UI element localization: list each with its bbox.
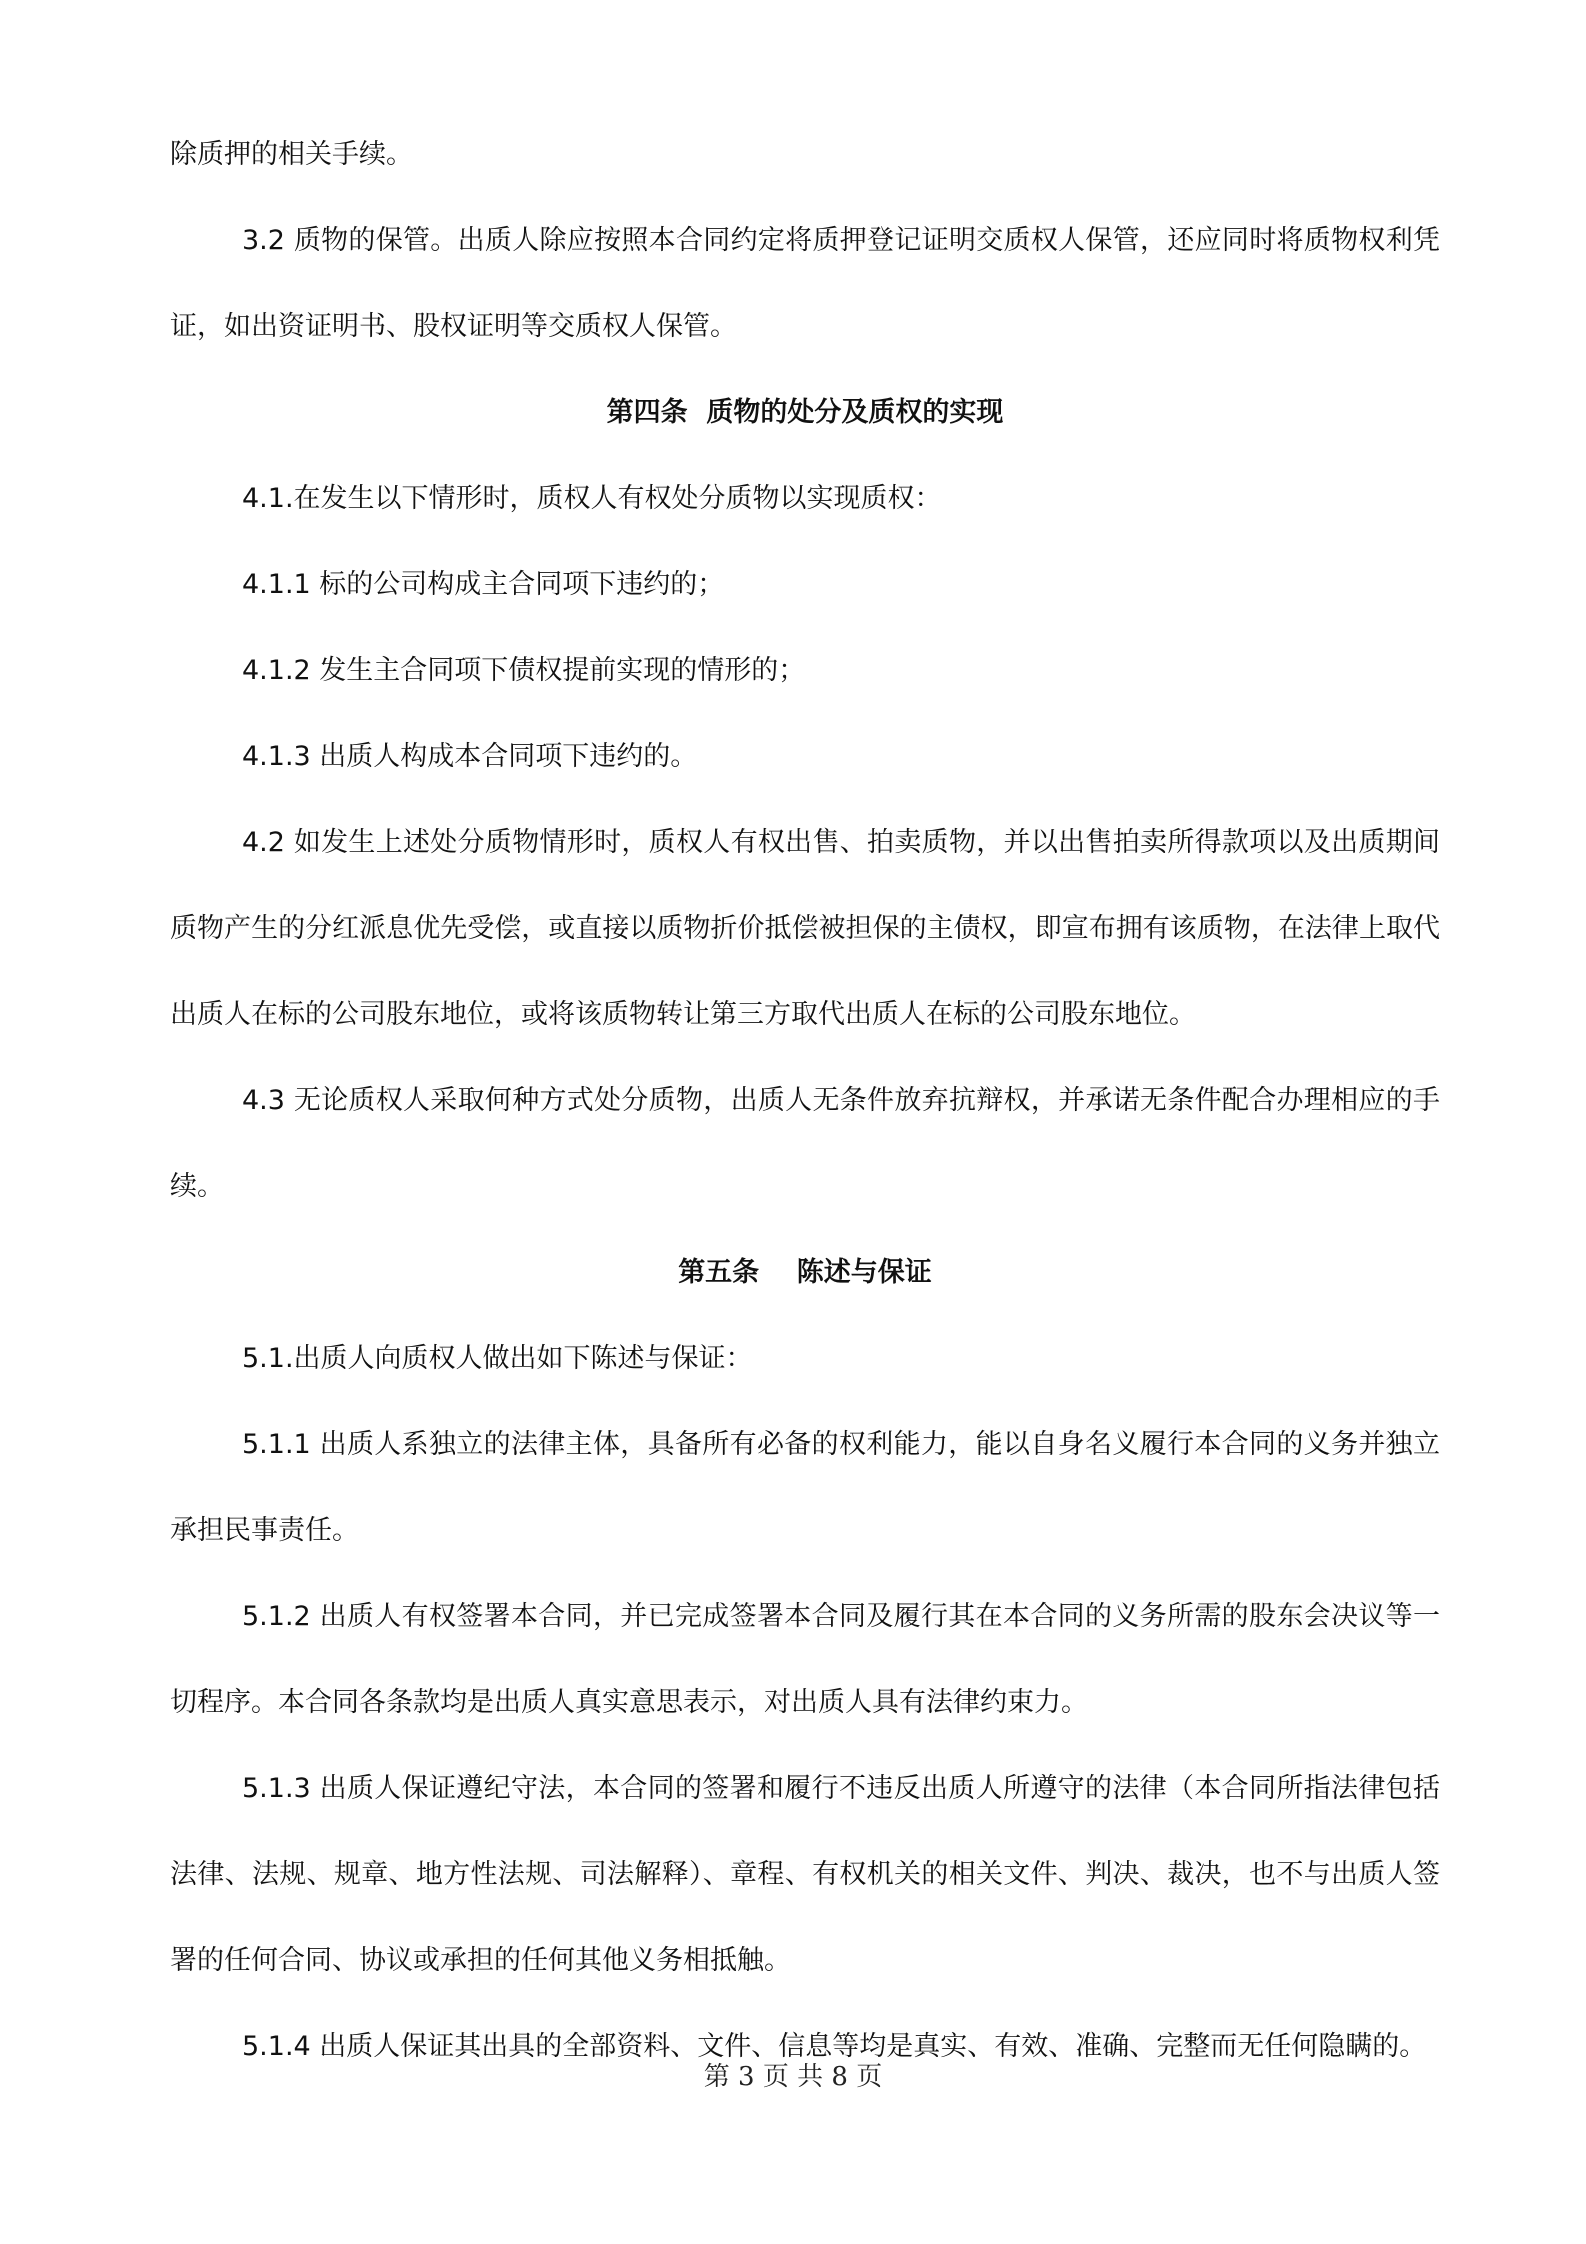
section-heading-article-5: 第五条 陈述与保证 <box>678 1257 932 1288</box>
section-heading-article-4: 第四条 质物的处分及质权的实现 <box>606 397 1004 428</box>
page-number-footer: 第 3 页 共 8 页 <box>703 2062 883 2092</box>
paragraph-4-3: 4.3 无论质权人采取何种方式处分质物，出质人无条件放弃抗辩权，并承诺无条件配合办理相应的手续。 <box>170 1085 1440 1202</box>
paragraph-4-1: 4.1.在发生以下情形时，质权人有权处分质物以实现质权： <box>242 483 942 514</box>
paragraph-5-1-3: 5.1.3 出质人保证遵纪守法，本合同的签署和履行不违反出质人所遵守的法律（本合同所指法律包括法律、法规、规章、地方性法规、司法解释）、章程、有权机关的相关文件、判决、裁决，也不与出质人签署的任何合同、协议或承担的任何其他义务相抵触。 <box>170 1773 1440 1976</box>
paragraph-4-1-3: 4.1.3 出质人构成本合同项下违约的。 <box>242 741 698 772</box>
paragraph-5-1-4: 5.1.4 出质人保证其出具的全部资料、文件、信息等均是真实、有效、准确、完整而无任何隐瞒的。 <box>242 2031 1427 2062</box>
paragraph-3-2: 3.2 质物的保管。出质人除应按照本合同约定将质押登记证明交质权人保管，还应同时将质物权利凭证，如出资证明书、股权证明等交质权人保管。 <box>170 225 1440 342</box>
paragraph-continuation: 除质押的相关手续。 <box>170 139 413 170</box>
paragraph-5-1-1: 5.1.1 出质人系独立的法律主体，具备所有必备的权利能力，能以自身名义履行本合同的义务并独立承担民事责任。 <box>170 1429 1440 1546</box>
paragraph-5-1: 5.1.出质人向质权人做出如下陈述与保证： <box>242 1343 753 1374</box>
paragraph-4-1-2: 4.1.2 发生主合同项下债权提前实现的情形的； <box>242 655 806 686</box>
paragraph-4-2: 4.2 如发生上述处分质物情形时，质权人有权出售、拍卖质物，并以出售拍卖所得款项以及出质期间质物产生的分红派息优先受偿，或直接以质物折价抵偿被担保的主债权，即宣布拥有该质物，在法律上取代出质人在标的公司股东地位，或将该质物转让第三方取代出质人在标的公司股东地位。 <box>170 827 1440 1030</box>
document-body <box>170 112 1440 2090</box>
paragraph-4-1-1: 4.1.1 标的公司构成主合同项下违约的； <box>242 569 725 600</box>
paragraph-5-1-2: 5.1.2 出质人有权签署本合同，并已完成签署本合同及履行其在本合同的义务所需的股东会决议等一切程序。本合同各条款均是出质人真实意思表示，对出质人具有法律约束力。 <box>170 1601 1440 1718</box>
